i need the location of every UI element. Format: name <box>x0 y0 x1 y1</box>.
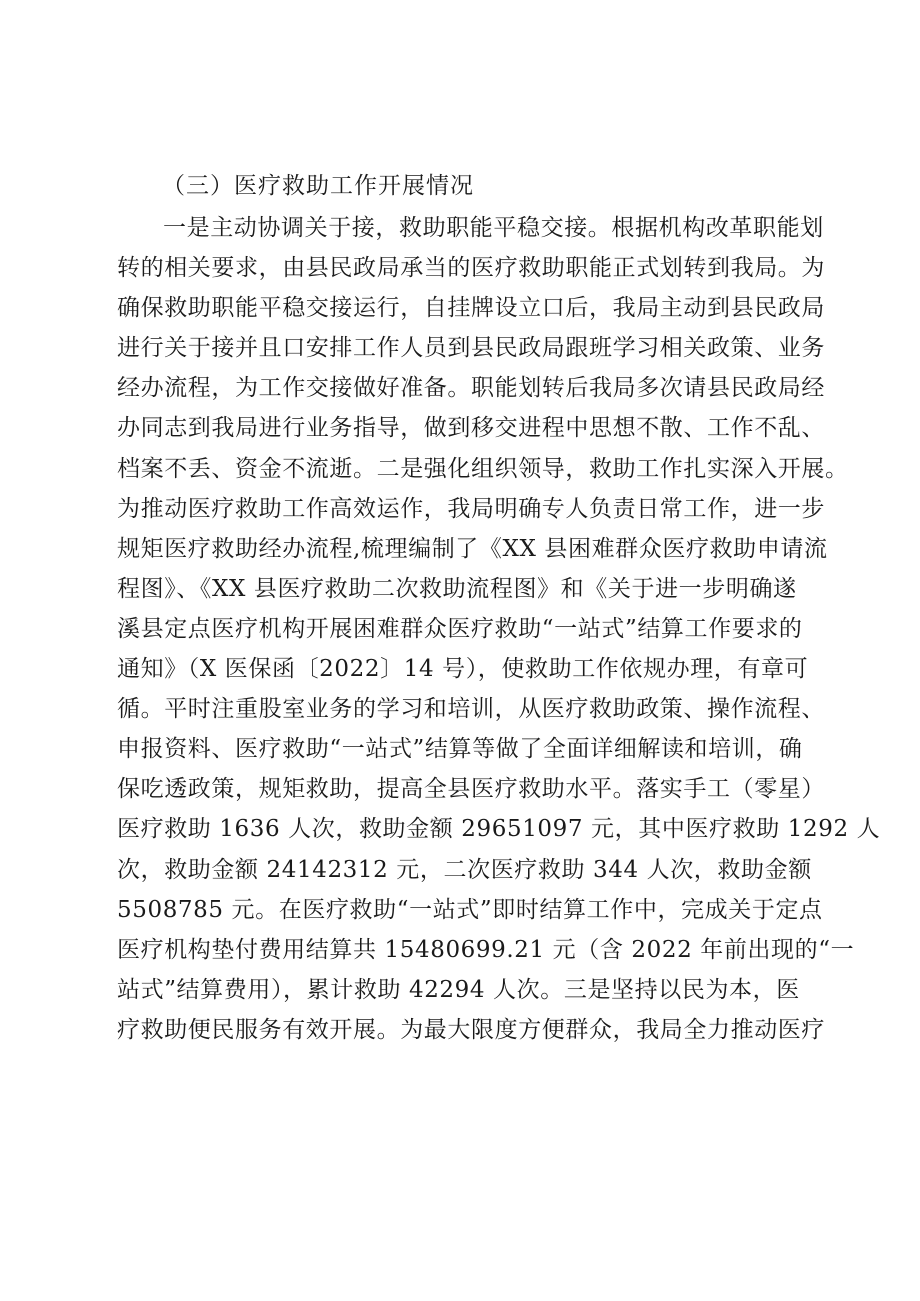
text-line: 程图》、《XX 县医疗救助二次救助流程图》和《关于进一步明确遂 <box>117 575 797 602</box>
text-line: 溪县定点医疗机构开展困难群众医疗救助“一站式”结算工作要求的 <box>117 615 803 642</box>
text-line: 保吃透政策，规矩救助，提高全县医疗救助水平。落实手工（零星） <box>117 776 825 803</box>
text-line: 转的相关要求，由县民政局承当的医疗救助职能正式划转到我局。为 <box>117 255 825 282</box>
text-line: 一是主动协调关于接，救助职能平稳交接。根据机构改革职能划 <box>163 215 824 241</box>
text-line: 经办流程，为工作交接做好准备。职能划转后我局多次请县民政局经 <box>117 375 825 402</box>
text-line: 规矩医疗救助经办流程,梳理编制了《XX 县困难群众医疗救助申请流 <box>117 535 828 562</box>
text-line: 疗救助便民服务有效开展。为最大限度方便群众，我局全力推动医疗 <box>117 1016 825 1043</box>
text-line: 为推动医疗救助工作高效运作，我局明确专人负责日常工作，进一步 <box>117 495 825 522</box>
text-line: 申报资料、医疗救助“一站式”结算等做了全面详细解读和培训，确 <box>117 736 803 763</box>
section-heading: （三）医疗救助工作开展情况 <box>162 173 474 199</box>
text-line: 通知》（X 医保函〔2022〕14 号），使救助工作依规办理，有章可 <box>117 656 809 683</box>
text-line: 办同志到我局进行业务指导，做到移交进程中思想不散、工作不乱、 <box>117 415 825 442</box>
text-line: 进行关于接并且口安排工作人员到县民政局跟班学习相关政策、业务 <box>117 335 825 362</box>
text-line: 次，救助金额 24142312 元，二次医疗救助 344 人次，救助金额 <box>117 856 812 883</box>
text-line: 确保救助职能平稳交接运行，自挂牌设立口后，我局主动到县民政局 <box>117 295 825 322</box>
body-text <box>117 208 881 1050</box>
text-line: 循。平时注重股室业务的学习和培训，从医疗救助政策、操作流程、 <box>117 696 825 723</box>
text-line: 5508785 元。在医疗救助“一站式”即时结算工作中，完成关于定点 <box>117 896 823 923</box>
text-line: 医疗机构垫付费用结算共 15480699.21 元（含 2022 年前出现的“一 <box>117 936 855 963</box>
text-line: 档案不丢、资金不流逝。二是强化组织领导，救助工作扎实深入开展。 <box>117 455 849 482</box>
text-line: 站式”结算费用），累计救助 42294 人次。三是坚持以民为本，医 <box>117 976 800 1003</box>
text-line: 医疗救助 1636 人次，救助金额 29651097 元，其中医疗救助 1292 人 <box>117 816 881 843</box>
